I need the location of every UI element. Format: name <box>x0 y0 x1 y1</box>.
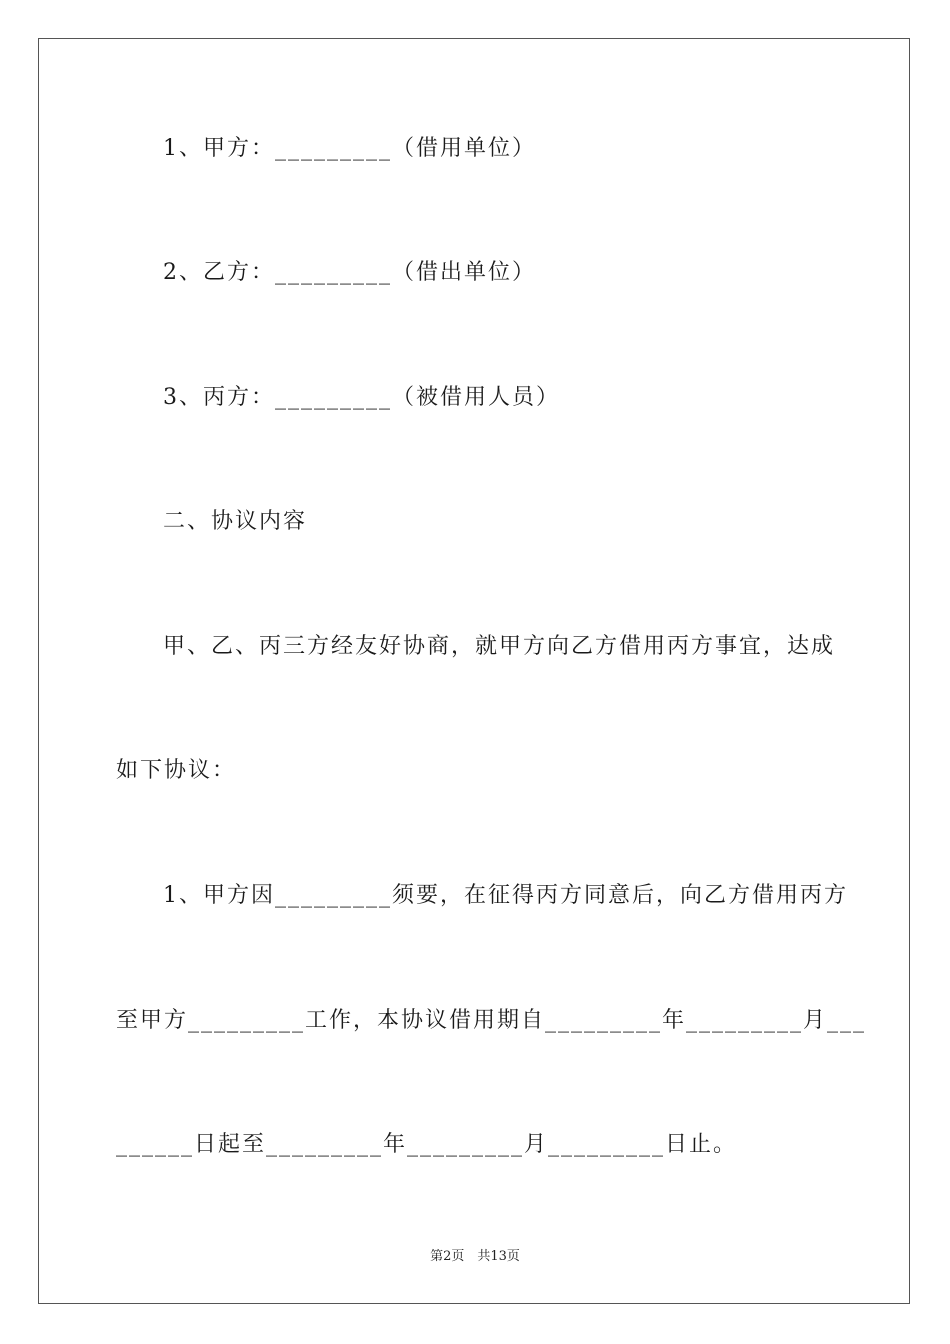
clause-1-line-2: 至甲方_________工作，本协议借用期自_________年_________月___ <box>116 1008 867 1033</box>
clause-1-line-3: ______日起至_________年_________月_________日止。 <box>116 1132 738 1157</box>
clause-1-line-1: 1、甲方因_________须要，在征得丙方同意后，向乙方借用丙方 <box>163 883 848 908</box>
page-number-footer: 第2页 共13页 <box>430 1249 520 1264</box>
section-heading: 二、协议内容 <box>163 509 308 534</box>
party-c-line: 3、丙方：_________（被借用人员） <box>163 385 560 410</box>
party-a-line: 1、甲方：_________（借用单位） <box>163 136 536 161</box>
party-b-line: 2、乙方：_________（借出单位） <box>163 260 536 285</box>
paragraph-intro-line-1: 甲、乙、丙三方经友好协商，就甲方向乙方借用丙方事宜，达成 <box>163 634 836 659</box>
paragraph-intro-line-2: 如下协议： <box>116 758 237 783</box>
page-border <box>38 38 910 1304</box>
